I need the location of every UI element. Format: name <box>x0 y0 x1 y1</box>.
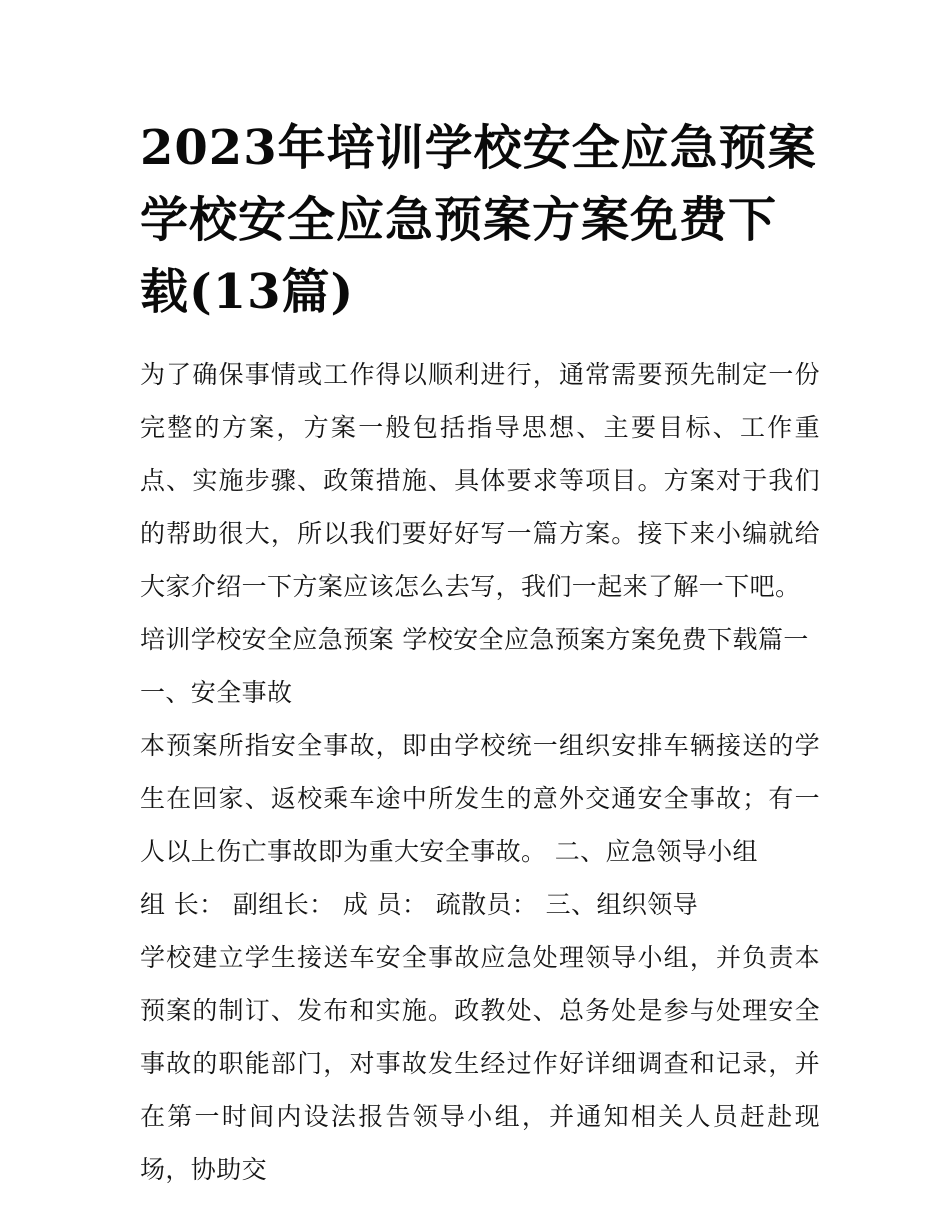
document-body <box>140 348 820 1196</box>
team-members-line: 组 长： 副组长： 成 员： 疏散员： 三、组织领导 <box>140 890 699 919</box>
subheading-accident: 一、安全事故 <box>140 678 293 707</box>
section-heading: 培训学校安全应急预案 学校安全应急预案方案免费下载篇一 <box>140 625 809 654</box>
accident-paragraph: 本预案所指安全事故，即由学校统一组织安排车辆接送的学生在回家、返校乘车途中所发生的意外交通安全事故；有一人以上伤亡事故即为重大安全事故。 二、应急领导小组 <box>140 731 820 866</box>
intro-paragraph: 为了确保事情或工作得以顺利进行，通常需要预先制定一份完整的方案，方案一般包括指导思想、主要目标、工作重点、实施步骤、政策措施、具体要求等项目。方案对于我们的帮助很大，所以我们要好好写一篇方案。接下来小编就给大家介绍一下方案应该怎么去写，我们一起来了解一下吧。 <box>140 360 820 601</box>
organization-paragraph: 学校建立学生接送车安全事故应急处理领导小组，并负责本预案的制订、发布和实施。政教处、总务处是参与处理安全事故的职能部门，对事故发生经过作好详细调查和记录，并在第一时间内设法报告领导小组，并通知相关人员赶赴现场，协助交 <box>140 943 820 1184</box>
document-title: 2023年培训学校安全应急预案 学校安全应急预案方案免费下载(13篇) <box>140 120 817 320</box>
